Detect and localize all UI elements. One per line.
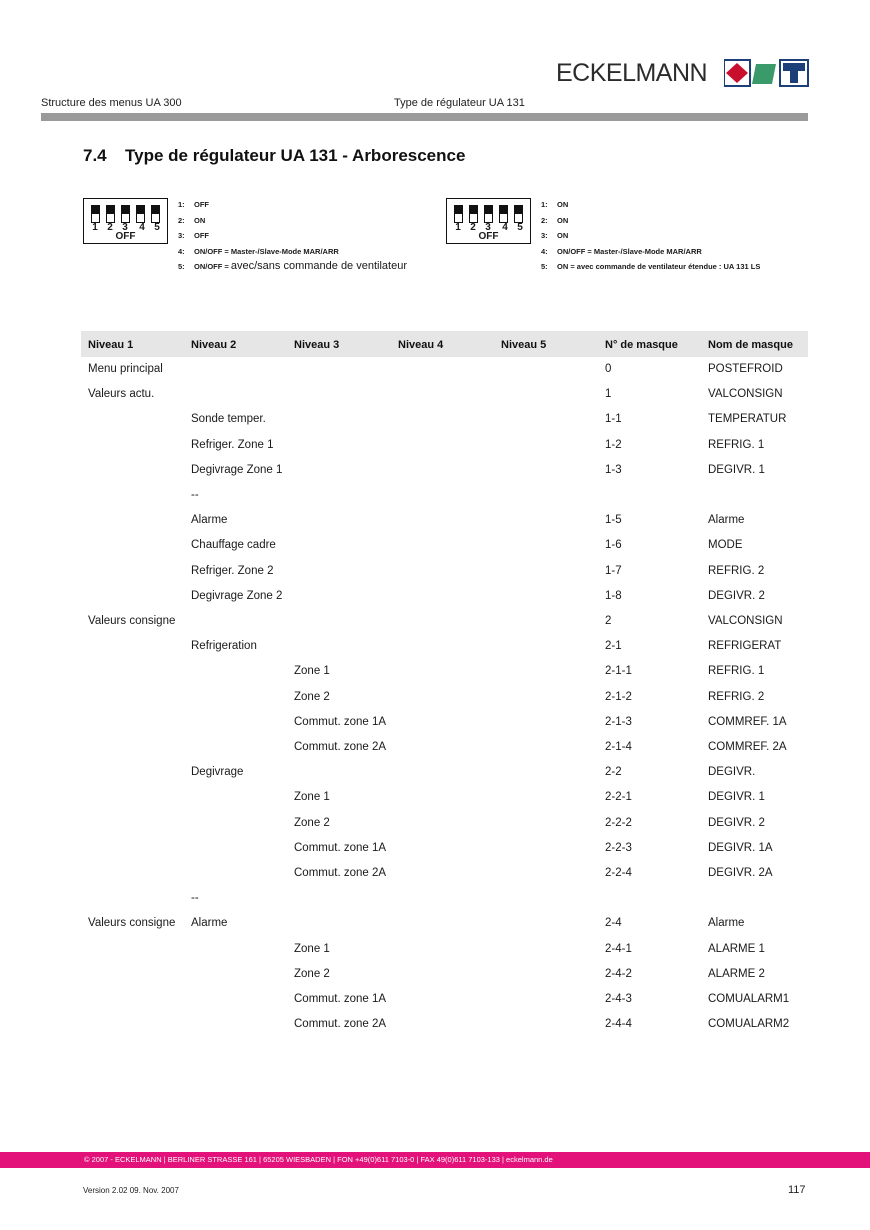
section-title — [83, 146, 465, 166]
table-cell: 2-2-4 — [605, 867, 632, 879]
note-key: 2: — [178, 215, 185, 225]
table-cell: COMUALARM1 — [708, 993, 790, 1005]
header-chapter: Type de régulateur UA 131 — [394, 97, 525, 109]
dip-number: 1 — [455, 222, 461, 233]
table-cell: 2-2-1 — [605, 791, 632, 804]
table-cell: 1-7 — [605, 564, 622, 577]
dip-switch-left — [83, 198, 168, 244]
table-header-cell: Niveau 5 — [501, 339, 547, 351]
table-cell: 1 — [605, 388, 612, 401]
table-cell: POSTEFROID — [708, 363, 783, 375]
note-text: OFF — [194, 231, 209, 240]
dip-switch-4 — [499, 205, 508, 223]
table-cell: Commut. zone 2A — [294, 867, 387, 879]
table-cell: ALARME 2 — [708, 967, 765, 980]
table-cell: -- — [191, 489, 199, 501]
table-cell: 2-1-3 — [605, 715, 632, 728]
table-cell: Valeurs actu. — [88, 388, 155, 401]
dip-switch-5 — [151, 205, 160, 223]
table-cell: DEGIVR. 2 — [708, 816, 765, 829]
dip-number: 4 — [502, 222, 508, 233]
table-cell: REFRIGERAT — [708, 640, 782, 653]
note-text: ON — [194, 215, 206, 225]
section-title-text: Type de régulateur UA 131 - Arborescence — [125, 146, 466, 165]
table-cell: 2-1 — [605, 640, 622, 653]
table-cell: Refriger. Zone 2 — [191, 564, 274, 577]
table-cell: 2-2-3 — [605, 841, 632, 854]
table-cell: 2-4-3 — [605, 993, 632, 1005]
table-cell: Refriger. Zone 1 — [191, 438, 274, 451]
table-cell: VALCONSIGN — [708, 615, 783, 627]
note-text: ON — [557, 231, 569, 240]
note-text: OFF — [194, 200, 209, 209]
dip-number: 1 — [92, 222, 98, 233]
note-key: 3: — [541, 231, 548, 240]
table-cell: 2-4-2 — [605, 967, 632, 980]
note-key: 5: — [541, 262, 548, 271]
table-cell: COMUALARM2 — [708, 1018, 790, 1031]
dip-number: 2 — [107, 222, 113, 233]
table-cell: Alarme — [191, 917, 228, 930]
table-cell: Chauffage cadre — [191, 539, 276, 552]
table-cell: 2-1-2 — [605, 690, 632, 703]
table-cell: 2 — [605, 615, 612, 627]
table-cell: 2-2-2 — [605, 816, 632, 829]
dip-switch-3 — [484, 205, 493, 223]
header-divider — [41, 113, 808, 121]
table-cell: Degivrage Zone 1 — [191, 463, 283, 476]
dip-number: 5 — [154, 222, 160, 233]
table-cell: COMMREF. 1A — [708, 715, 787, 728]
table-cell: Refrigeration — [191, 640, 257, 653]
table-cell: Commut. zone 2A — [294, 1018, 387, 1031]
table-cell: ALARME 1 — [708, 942, 765, 955]
note-text: ON = avec commande de ventilateur étendue : UA 131 LS — [557, 262, 761, 271]
note-key: 1: — [178, 200, 185, 209]
table-cell: REFRIG. 2 — [708, 564, 765, 577]
note-text: avec/sans commande de ventilateur — [230, 260, 407, 272]
table-cell: Zone 1 — [294, 791, 330, 804]
table-cell: REFRIG. 1 — [708, 665, 765, 678]
table-cell: DEGIVR. 2 — [708, 589, 765, 602]
table-cell: Zone 2 — [294, 816, 330, 829]
company-logo-text: ECKELMANN — [556, 59, 708, 87]
dip-number: 3 — [122, 222, 128, 233]
table-cell: DEGIVR. 1 — [708, 791, 765, 804]
table-header-cell: Niveau 3 — [294, 339, 340, 351]
note-key: 5: — [178, 262, 185, 271]
table-cell: Commut. zone 1A — [294, 993, 387, 1005]
dip-switch-5 — [514, 205, 523, 223]
table-cell: Zone 1 — [294, 942, 330, 955]
table-cell: TEMPERATUR — [708, 413, 787, 426]
dip-switch-1 — [454, 205, 463, 223]
table-cell: 1-2 — [605, 438, 622, 451]
table-cell: REFRIG. 2 — [708, 690, 765, 703]
dip-notes-right — [541, 197, 760, 275]
table-cell: 2-1-4 — [605, 741, 632, 753]
note-text: ON — [557, 200, 569, 209]
table-cell: Zone 2 — [294, 967, 330, 980]
table-cell: Alarme — [708, 917, 745, 930]
note-key: 3: — [178, 231, 185, 240]
dip-notes-left — [178, 197, 407, 275]
table-cell: Degivrage Zone 2 — [191, 589, 283, 602]
table-cell: DEGIVR. 1 — [708, 463, 765, 476]
table-cell: Sonde temper. — [191, 413, 266, 426]
table-cell: DEGIVR. — [708, 766, 756, 779]
dip-switch-4 — [136, 205, 145, 223]
table-cell: -- — [191, 892, 199, 905]
note-text: ON — [557, 215, 569, 225]
dip-off-label: OFF — [478, 231, 499, 242]
note-key: 2: — [541, 215, 548, 225]
header-section: Structure des menus UA 300 — [41, 97, 182, 109]
table-cell: 2-4-1 — [605, 942, 632, 955]
table-cell: DEGIVR. 2A — [708, 867, 773, 879]
table-cell: Valeurs consigne — [88, 615, 176, 627]
table-cell: 2-4 — [605, 917, 622, 930]
dip-number: 4 — [139, 222, 145, 233]
table-header-cell: Nom de masque — [708, 339, 793, 351]
table-header-cell: Niveau 1 — [88, 339, 134, 351]
table-cell: Menu principal — [88, 363, 163, 375]
table-cell: 2-2 — [605, 766, 622, 779]
footer-address: © 2007 - ECKELMANN | BERLINER STRASSE 161 | 65205 WIESBADEN | FON +49(0)611 7103-0 | FAX 49(0)611 7103-133 | eckelmann.de — [84, 1155, 553, 1164]
dip-switch-3 — [121, 205, 130, 223]
table-cell: MODE — [708, 539, 743, 552]
table-cell: 1-1 — [605, 413, 622, 426]
dip-switch-right — [446, 198, 531, 244]
note-text: ON/OFF = Master-/Slave-Mode MAR/ARR — [557, 246, 702, 256]
table-cell: 1-5 — [605, 514, 622, 527]
table-cell: DEGIVR. 1A — [708, 841, 773, 854]
table-header-cell: Niveau 2 — [191, 339, 237, 351]
document-version: Version 2.02 09. Nov. 2007 — [83, 1186, 179, 1195]
table-cell: Alarme — [708, 514, 745, 527]
table-cell: Zone 2 — [294, 690, 330, 703]
note-text: ON/OFF = — [194, 262, 231, 271]
table-cell: REFRIG. 1 — [708, 438, 765, 451]
dip-switch-2 — [469, 205, 478, 223]
table-header-cell: N° de masque — [605, 339, 678, 351]
table-cell: 1-6 — [605, 539, 622, 552]
table-cell: Degivrage — [191, 766, 244, 779]
company-logo-icon — [724, 58, 810, 93]
note-text: ON/OFF = Master-/Slave-Mode MAR/ARR — [194, 246, 339, 256]
table-header-cell: Niveau 4 — [398, 339, 444, 351]
dip-off-label: OFF — [115, 231, 136, 242]
table-cell: Commut. zone 1A — [294, 715, 387, 728]
table-cell: Commut. zone 2A — [294, 741, 387, 753]
note-key: 4: — [178, 246, 185, 256]
table-cell: 2-1-1 — [605, 665, 632, 678]
dip-switch-1 — [91, 205, 100, 223]
section-number: 7.4 — [83, 146, 107, 165]
table-cell: VALCONSIGN — [708, 388, 783, 401]
table-cell: 0 — [605, 363, 612, 375]
page-number: 117 — [788, 1184, 806, 1196]
dip-switch-2 — [106, 205, 115, 223]
table-cell: 2-4-4 — [605, 1018, 632, 1031]
dip-number: 3 — [485, 222, 491, 233]
note-key: 4: — [541, 246, 548, 256]
note-key: 1: — [541, 200, 548, 209]
table-cell: Valeurs consigne — [88, 917, 176, 930]
table-cell: Zone 1 — [294, 665, 330, 678]
dip-number: 5 — [517, 222, 523, 233]
table-cell: 1-8 — [605, 589, 622, 602]
dip-number: 2 — [470, 222, 476, 233]
table-cell: 1-3 — [605, 463, 622, 476]
table-cell: COMMREF. 2A — [708, 741, 787, 753]
table-cell: Alarme — [191, 514, 228, 527]
table-cell: Commut. zone 1A — [294, 841, 387, 854]
